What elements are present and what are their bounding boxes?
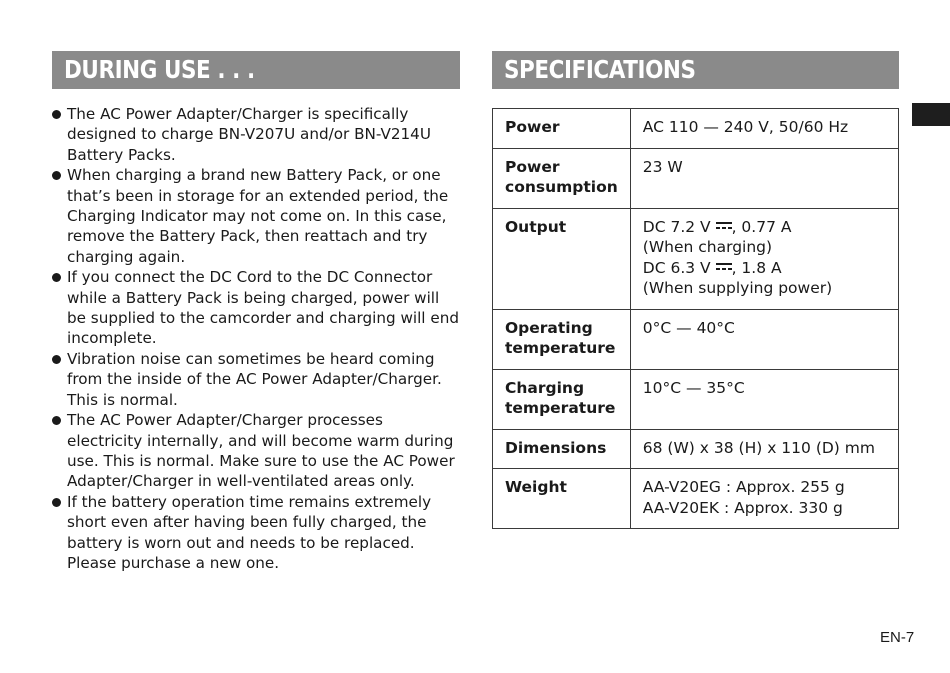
spec-label: Weight bbox=[493, 469, 631, 529]
spec-value: AC 110 — 240 V, 50/60 Hz bbox=[630, 109, 898, 149]
section-tab-marker bbox=[912, 103, 950, 126]
spec-row-dimensions bbox=[493, 429, 899, 469]
bullet-item bbox=[52, 410, 462, 492]
dc-current-icon bbox=[716, 221, 732, 231]
weight-line: AA-V20EG : Approx. 255 g bbox=[642, 478, 845, 496]
bullet-item bbox=[52, 492, 462, 574]
spec-value: 23 W bbox=[630, 148, 898, 208]
specifications-title: SPECIFICATIONS bbox=[504, 55, 696, 84]
output-line: (When charging) bbox=[642, 238, 773, 256]
output-text: , 1.8 A bbox=[731, 258, 782, 277]
spec-value bbox=[630, 208, 898, 309]
bullet-dot-icon bbox=[52, 355, 61, 364]
specifications-header bbox=[492, 51, 899, 89]
bullet-dot-icon bbox=[52, 498, 61, 507]
bullet-dot-icon bbox=[52, 110, 61, 119]
spec-row-weight bbox=[493, 469, 899, 529]
spec-label: Power consumption bbox=[493, 148, 631, 208]
bullet-text: When charging a brand new Battery Pack, or one that’s been in storage for an extended period, the Charging Indicator may not come on. In this case, remove the Battery Pack, then reattach and try charging again. bbox=[67, 166, 449, 266]
bullet-item bbox=[52, 104, 462, 165]
bullet-text: If the battery operation time remains extremely short even after having been fully charged, the battery is worn out and needs to be replaced. Please purchase a new one. bbox=[67, 492, 432, 572]
spec-value bbox=[630, 469, 898, 529]
spec-label: Dimensions bbox=[493, 429, 631, 469]
spec-row-operating-temperature bbox=[493, 309, 899, 369]
spec-label: Operating temperature bbox=[493, 309, 631, 369]
bullet-text: Vibration noise can sometimes be heard coming from the inside of the AC Power Adapter/Charger. This is normal. bbox=[67, 349, 442, 409]
spec-row-output bbox=[493, 208, 899, 309]
bullet-item bbox=[52, 165, 462, 267]
output-line bbox=[643, 217, 886, 238]
spec-label: Output bbox=[493, 208, 631, 309]
during-use-bullet-list bbox=[52, 104, 462, 573]
spec-label: Charging temperature bbox=[493, 369, 631, 429]
dc-current-icon bbox=[716, 262, 732, 272]
bullet-text: If you connect the DC Cord to the DC Connector while a Battery Pack is being charged, power will be supplied to the camcorder and charging will end incomplete. bbox=[67, 268, 459, 348]
spec-value: 0°C — 40°C bbox=[630, 309, 898, 369]
page-number: EN-7 bbox=[880, 629, 915, 646]
output-line: (When supplying power) bbox=[642, 279, 833, 297]
spec-row-charging-temperature bbox=[493, 369, 899, 429]
bullet-dot-icon bbox=[52, 273, 61, 282]
bullet-item bbox=[52, 349, 462, 410]
during-use-header bbox=[52, 51, 460, 89]
spec-label: Power bbox=[493, 109, 631, 149]
output-line bbox=[643, 258, 886, 279]
spec-value: 68 (W) x 38 (H) x 110 (D) mm bbox=[630, 429, 898, 469]
bullet-text: The AC Power Adapter/Charger is specifically designed to charge BN-V207U and/or BN-V214U Battery Packs. bbox=[67, 105, 431, 164]
bullet-text: The AC Power Adapter/Charger processes electricity internally, and will become warm during use. This is normal. Make sure to use the AC Power Adapter/Charger in well-ventilated areas only. bbox=[67, 411, 455, 491]
during-use-title: DURING USE . . . bbox=[64, 55, 255, 84]
output-text: DC 7.2 V bbox=[642, 217, 716, 236]
weight-line: AA-V20EK : Approx. 330 g bbox=[642, 498, 843, 517]
spec-row-power bbox=[493, 109, 899, 149]
spec-row-power-consumption bbox=[493, 148, 899, 208]
bullet-dot-icon bbox=[52, 416, 61, 425]
output-text: DC 6.3 V bbox=[642, 258, 716, 277]
bullet-item bbox=[52, 267, 462, 349]
specifications-table bbox=[492, 108, 899, 529]
output-text: , 0.77 A bbox=[731, 217, 792, 236]
bullet-dot-icon bbox=[52, 171, 61, 180]
spec-value: 10°C — 35°C bbox=[630, 369, 898, 429]
